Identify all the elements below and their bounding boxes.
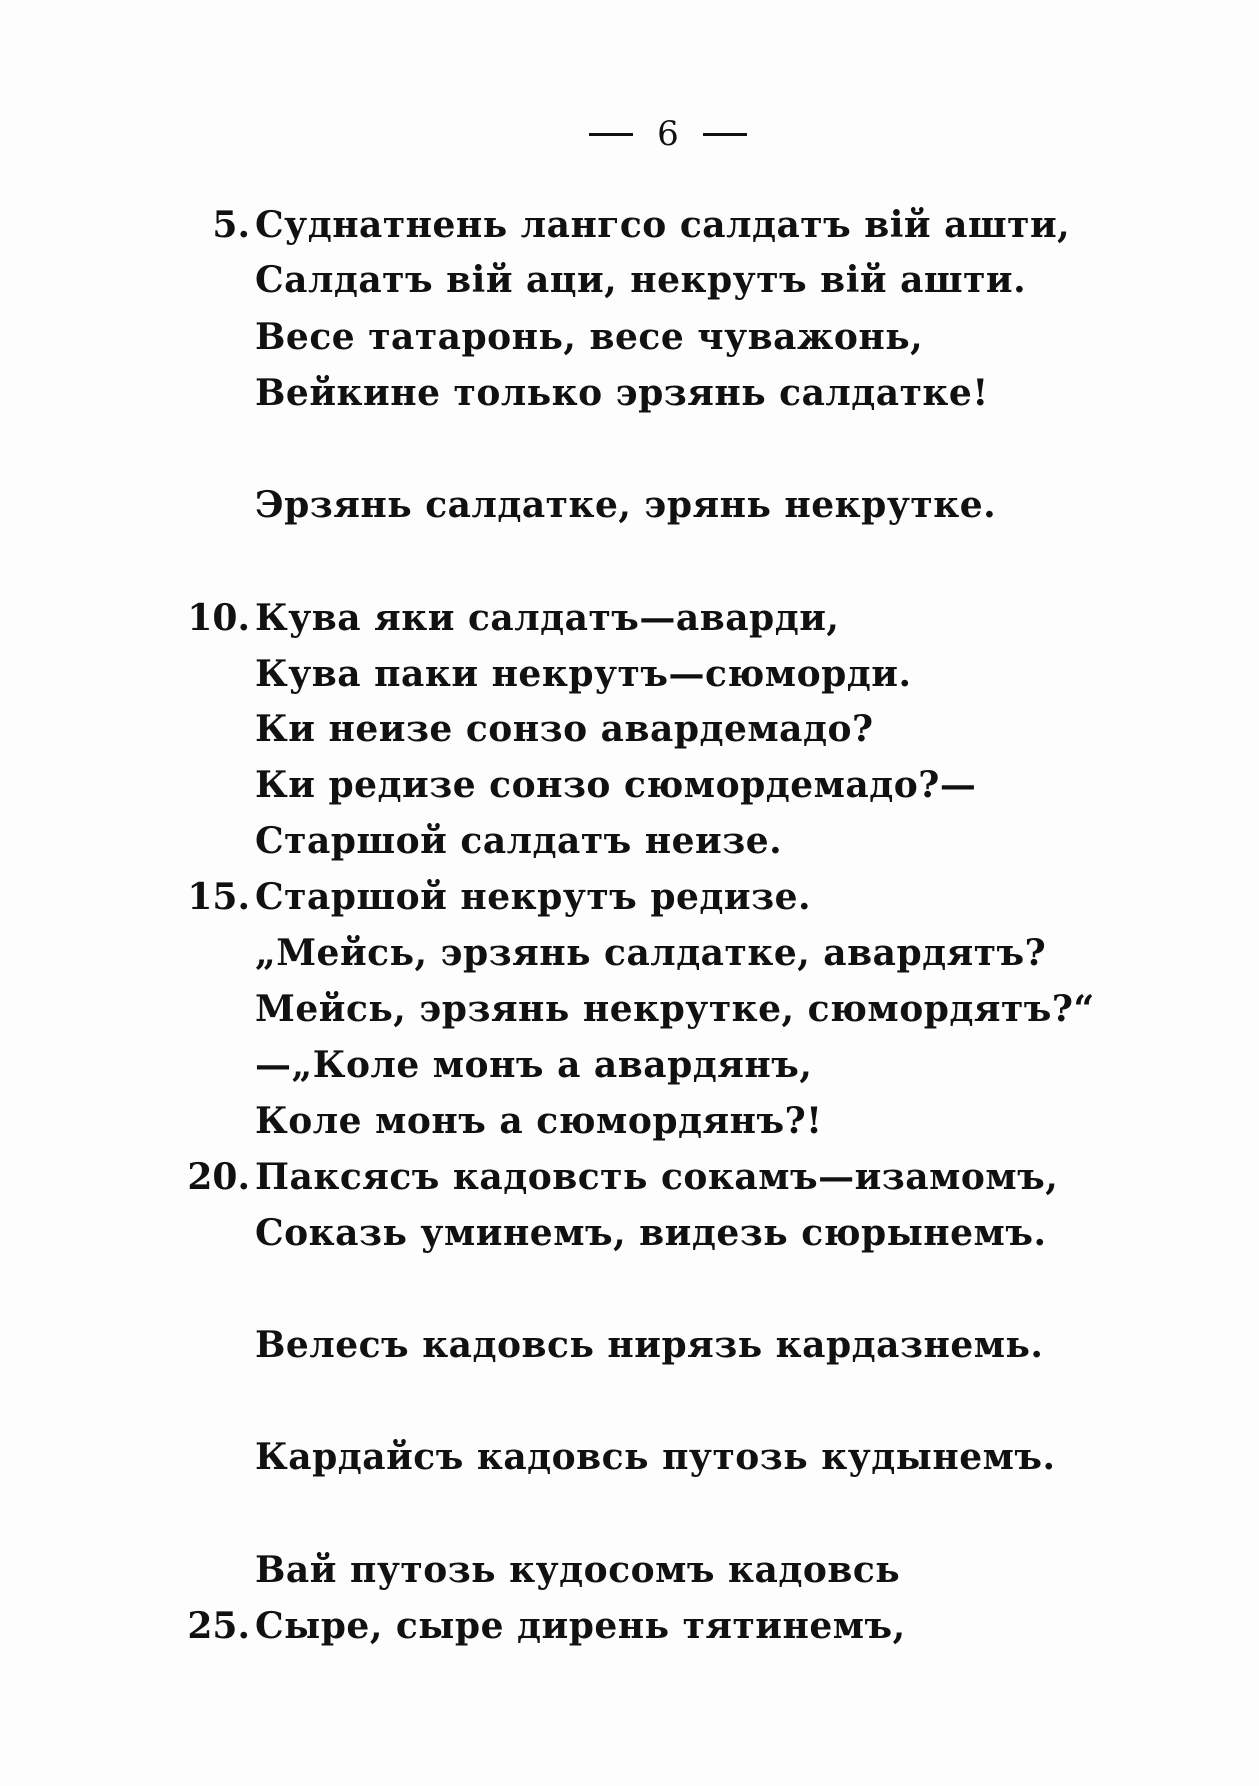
verse-line: Эрзянь салдатке, эрянь некрутке. [255, 484, 997, 526]
verse-line: Вейкине только эрзянь салдатке! [255, 372, 989, 414]
line-number-10: 10. [187, 597, 250, 639]
verse-line: Сыре, сыре дирень тятинемъ, [255, 1605, 906, 1647]
header-dash-left [589, 133, 633, 136]
verse-line: Паксясъ кадовсть сокамъ—изамомъ, [255, 1156, 1059, 1198]
line-number-15: 15. [187, 876, 250, 918]
verse-line: Вай путозь кудосомъ кадовсь [255, 1549, 901, 1591]
verse-line: Старшой некрутъ редизе. [255, 876, 811, 918]
verse-line: Ки редизе сонзо сюмордемадо?— [255, 764, 977, 806]
verse-line: Старшой салдатъ неизе. [255, 820, 783, 862]
verse-line: Кува паки некрутъ—сюморди. [255, 653, 912, 695]
verse-line: Весе татаронь, весе чуважонь, [255, 316, 924, 358]
verse-line: Суднатнень лангсо салдатъ вiй ашти, [255, 204, 1071, 246]
verse-line: Мейсь, эрзянь некрутке, сюмордятъ?“ [255, 988, 1095, 1030]
line-number-25: 25. [187, 1605, 250, 1647]
verse-line: —„Коле монъ а авардянъ, [255, 1044, 813, 1086]
line-number-20: 20. [187, 1156, 250, 1198]
header-dash-right [703, 133, 747, 136]
verse-line: „Мейсь, эрзянь салдатке, авардятъ? [255, 932, 1047, 974]
verse-line: Ки неизе сонзо авардемадо? [255, 708, 874, 750]
page-number: 6 [657, 114, 679, 154]
verse-line: Салдатъ вiй аци, некрутъ вiй ашти. [255, 259, 1027, 301]
page-header [548, 112, 788, 154]
verse-line: Кува яки салдатъ—аварди, [255, 597, 840, 639]
verse-line: Коле монъ а сюмордянъ?! [255, 1100, 823, 1142]
verse-line: Кардайсъ кадовсь путозь кудынемъ. [255, 1436, 1056, 1478]
verse-line: Соказь уминемъ, видезь сюрынемъ. [255, 1212, 1047, 1254]
verse-line: Велесъ кадовсь нирязь кардазнемь. [255, 1324, 1044, 1366]
line-number-5: 5. [212, 204, 250, 246]
